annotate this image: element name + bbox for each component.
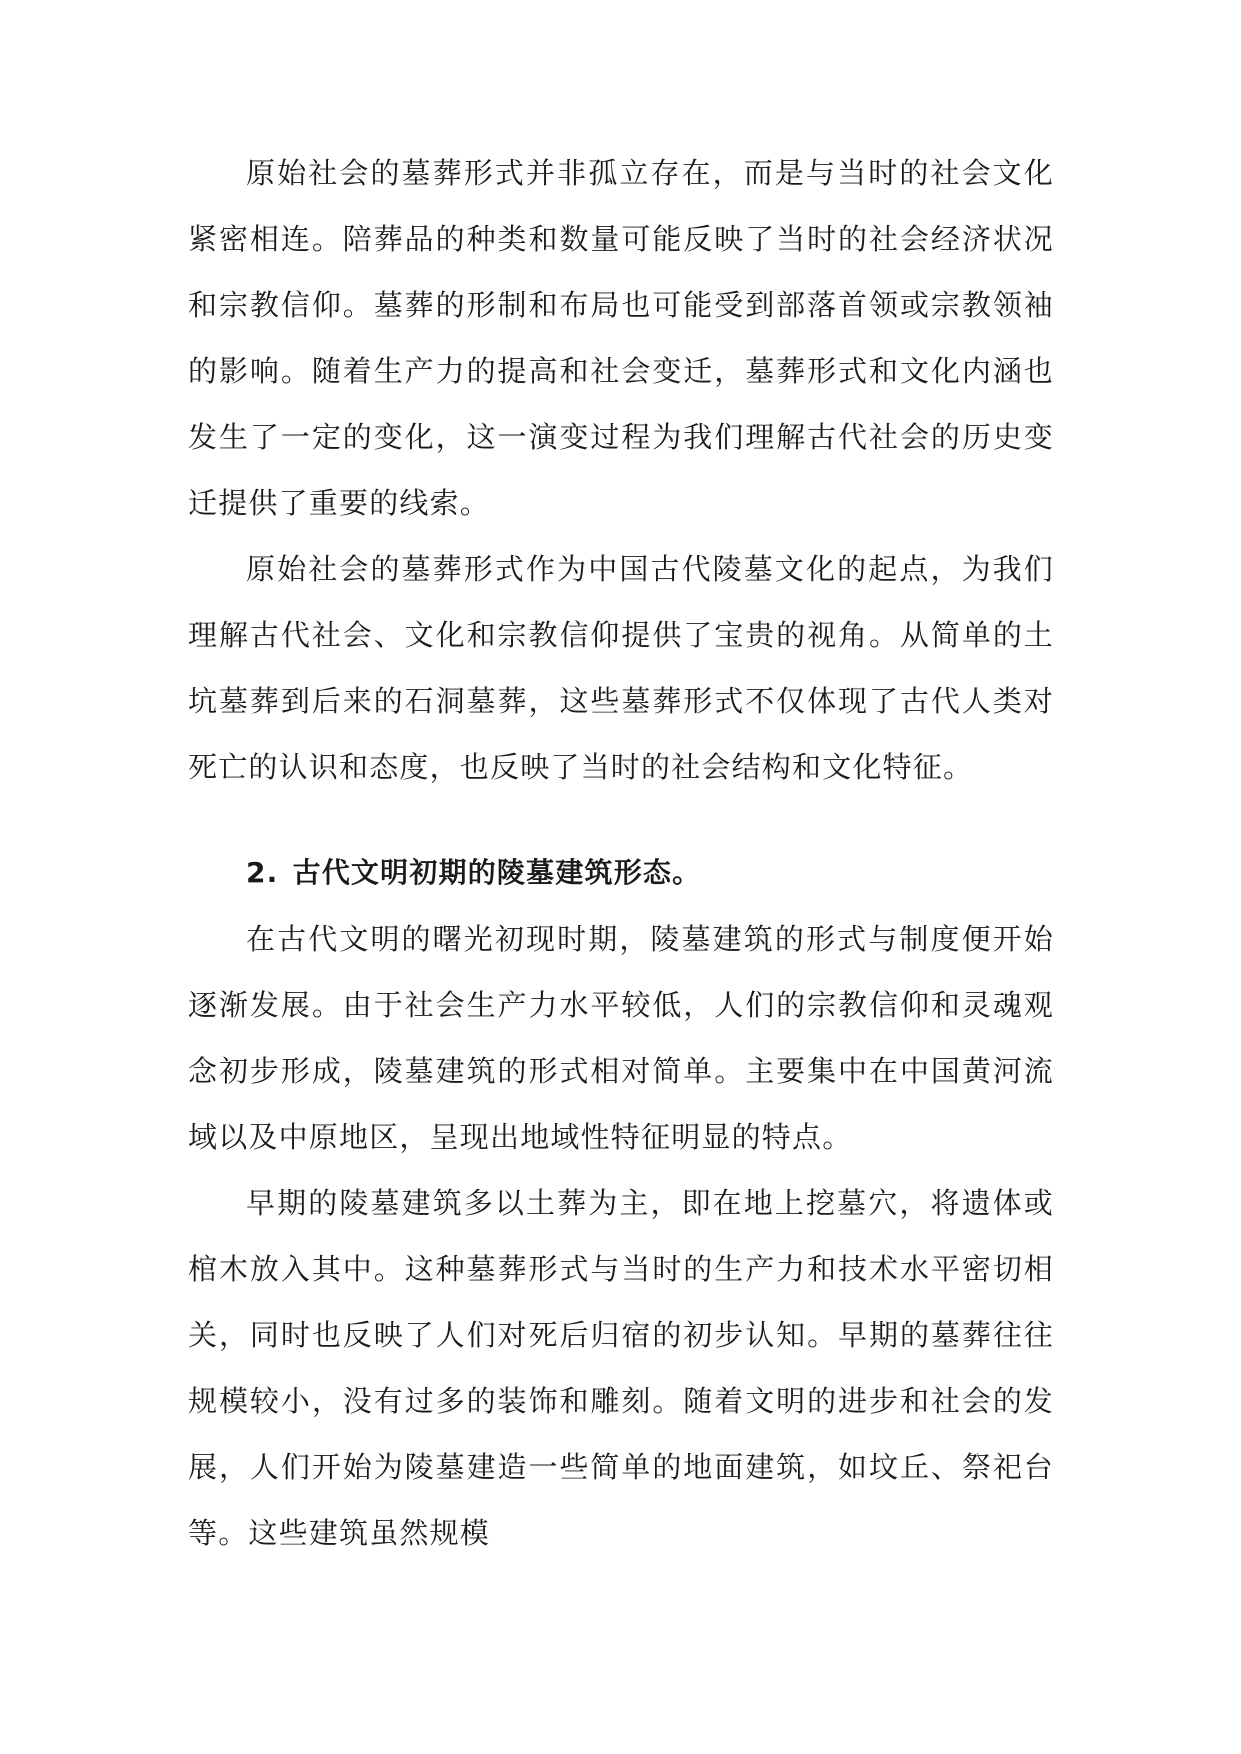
section-heading-title: 古代文明初期的陵墓建筑形态。 <box>292 856 702 889</box>
paragraph-burial-and-society: 原始社会的墓葬形式并非孤立存在，而是与当时的社会文化紧密相连。陪葬品的种类和数量可能反映了当时的社会经济状况和宗教信仰。墓葬的形制和布局也可能受到部落首领或宗教领袖的影响。随着生产力的提高和社会变迁，墓葬形式和文化内涵也发生了一定的变化，这一演变过程为我们理解古代社会的历史变迁提供了重要的线索。 <box>188 156 1054 520</box>
paragraph-burial-starting-point: 原始社会的墓葬形式作为中国古代陵墓文化的起点，为我们理解古代社会、文化和宗教信仰提供了宝贵的视角。从简单的土坑墓葬到后来的石洞墓葬，这些墓葬形式不仅体现了古代人类对死亡的认识和态度，也反映了当时的社会结构和文化特征。 <box>188 552 1054 784</box>
section-heading <box>188 840 1054 906</box>
paragraph-early-tomb-architecture: 早期的陵墓建筑多以土葬为主，即在地上挖墓穴，将遗体或棺木放入其中。这种墓葬形式与当时的生产力和技术水平密切相关，同时也反映了人们对死后归宿的初步认知。早期的墓葬往往规模较小，没有过多的装饰和雕刻。随着文明的进步和社会的发展，人们开始为陵墓建造一些简单的地面建筑，如坟丘、祭祀台等。这些建筑虽然规模 <box>188 1186 1054 1550</box>
paragraph-early-civilization: 在古代文明的曙光初现时期，陵墓建筑的形式与制度便开始逐渐发展。由于社会生产力水平较低，人们的宗教信仰和灵魂观念初步形成，陵墓建筑的形式相对简单。主要集中在中国黄河流域以及中原地区，呈现出地域性特征明显的特点。 <box>188 922 1054 1154</box>
section-heading-number: 2. <box>246 856 279 889</box>
document-body <box>188 140 1054 1566</box>
